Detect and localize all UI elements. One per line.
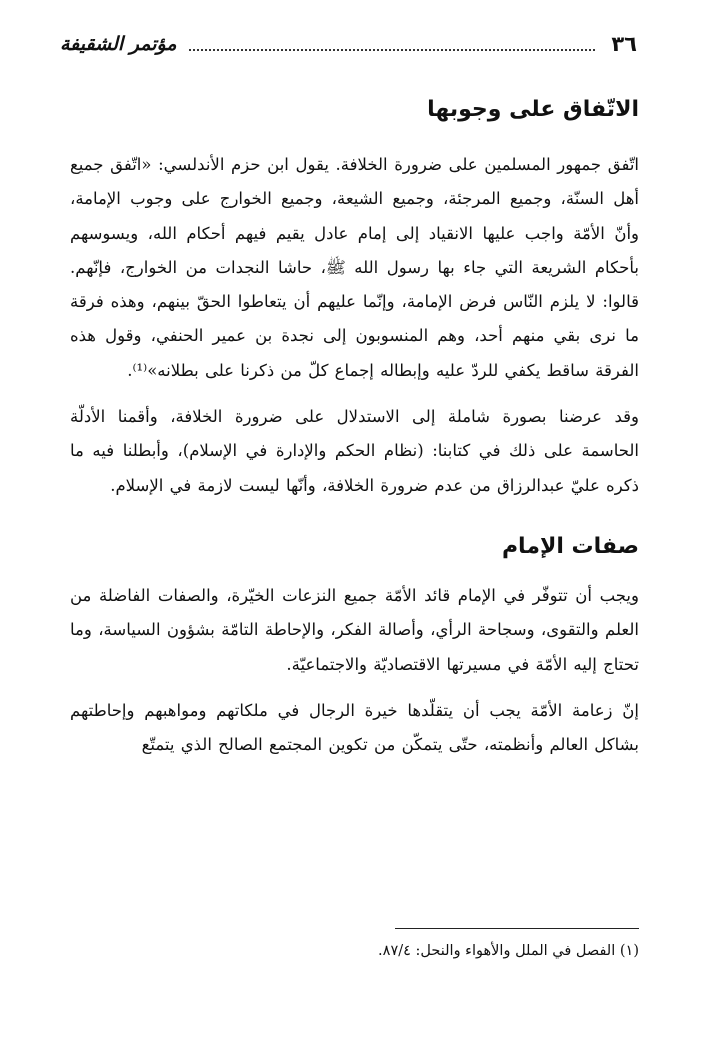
footnote-separator	[395, 928, 639, 929]
page-number: ٣٦	[611, 32, 637, 56]
paragraph-imam-qualities: ويجب أن تتوفّر في الإمام قائد الأمّة جميع النزعات الخيّرة، والصفات الفاضلة من العلم والتقوى، وسجاحة الرأي، وأصالة الفكر، والإحاطة التامّة بشؤون السياسة، وما تحتاج إليه الأمّة في مسيرتها الاقتصاديّة والاجتماعيّة.	[70, 585, 639, 674]
page-body	[70, 88, 639, 762]
section-heading-imam-qualities: صفات الإمام	[501, 533, 639, 559]
running-header	[60, 24, 637, 64]
paragraph-proof-summary: وقد عرضنا بصورة شاملة إلى الاستدلال على ضرورة الخلافة، وأقمنا الأدلّة الحاسمة على ذلك في كتابنا: (نظام الحكم والإدارة في الإسلام)، وأبطلنا فيه ما ذكره عليّ عبدالرزاق من عدم ضرورة الخلافة، وأنّها ليست لازمة في الإسلام.	[70, 407, 639, 495]
running-title: مؤتمر الشقيفة	[60, 33, 177, 55]
section-heading-agreement: الاتّفاق على وجوبها	[427, 97, 639, 122]
paragraph-ibn-hazm-quote: اتّفق جمهور المسلمين على ضرورة الخلافة. يقول ابن حزم الأندلسي: «اتّفق جميع أهل السنّة، وجميع المرجئة، وجميع الشيعة، وجميع الخوارج على وجوب الإمامة، وأنّ الأمّة واجب عليها الانقياد إلى إمام عادل يقيم فيهم أحكام الله، ويسوسهم بأحكام الشريعة التي جاء بها رسول الله ﷺ، حاشا النجدات من الخوارج، فإنّهم. قالوا: لا يلزم النّاس فرض الإمامة، وإنّما عليهم أن يتعاطوا الحقّ بينهم، وهذه فرقة ما نرى بقي منهم أحد، وهم المنسوبون إلى نجدة بن عمير الحنفي، وقول هذه الفرقة ساقط يكفي للردّ عليه وإبطاله إجماع كلّ من ذكرنا على بطلانه»⁽¹⁾.	[70, 155, 639, 380]
footnote: (١) الفصل في الملل والأهواء والنحل: ٨٧/٤.	[378, 943, 639, 959]
paragraph-leadership: إنّ زعامة الأمّة يجب أن يتقلّدها خيرة الرجال في ملكاتهم ومواهبهم وإحاطتهم بشاكل العالم وأنظمته، حتّى يتمكّن من تكوين المجتمع الصالح الذي يتمتّع	[70, 700, 639, 755]
header-dotted-leader	[189, 37, 596, 51]
